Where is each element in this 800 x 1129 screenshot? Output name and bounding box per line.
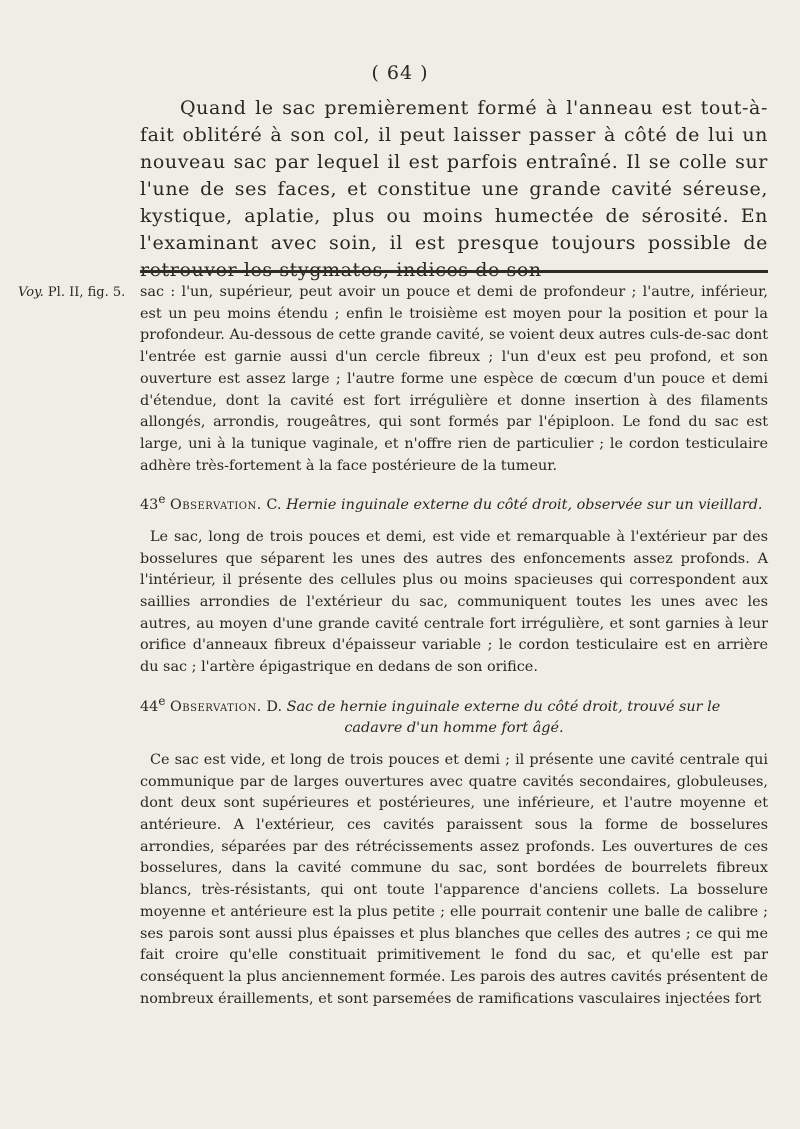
observation-43-heading <box>140 489 768 517</box>
observation-44-heading <box>140 691 768 740</box>
margin-reference <box>18 285 125 300</box>
obs43-label: Observation. <box>170 497 262 514</box>
obs43-letter: C. <box>266 497 282 514</box>
margin-reference-prefix: Voy. <box>18 285 44 300</box>
continuation-paragraph: sac : l'un, supérieur, peut avoir un pouce et demi de profondeur ; l'autre, inférieur, est un peu moins étendu ; enfin le troisième est moyen pour la position et pour la profondeur. Au-dessous de cette grande cavité, se voient deux autres culs-de-sac dont l'entrée est garnie aussi d'un cercle fibreux ; l'un d'eux est peu profond, et son ouverture est assez large ; l'autre forme une espèce de cœcum d'un pouce et demi d'étendue, dont la cavité est fort irrégulière et donne insertion à des filaments allongés, arrondis, rougeâtres, qui sont formés par l'épiploon. Le fond du sac est large, uni à la tunique vaginale, et n'offre rien de particulier ; le cordon testiculaire adhère très-fortement à la face postérieure de la tumeur. <box>140 284 768 474</box>
observation-44-text: Ce sac est vide, et long de trois pouces et demi ; il présente une cavité centrale qui communique par de larges ouvertures avec quatre cavités secondaires, globuleuses, dont deux sont supérieures et postérieures, une inférieure, et l'autre moyenne et antérieure. A l'extérieur, ces cavités paraissent sous la forme de bosselures arrondies, séparées par des rétrécissements assez profonds. Les ouvertures de ces bosselures, dans la cavité commune du sac, sont bordées de bourrelets fibreux blancs, très-résistants, qui ont toute l'apparence d'anciens collets. La bosselure moyenne et antérieure est la plus petite ; elle pourrait contenir une balle de calibre ; ses parois sont aussi plus épaisses et plus blanches que celles des autres ; ce qui me fait croire qu'elle constituait primitivement le fond du sac, et qu'elle est par conséquent la plus anciennement formée. Les parois des autres cavités présentent de nombreux éraillements, et sont parsemées de ramifications vasculaires injectées fort <box>140 751 768 1007</box>
section-rule <box>140 270 768 273</box>
lead-paragraph-block <box>140 95 768 284</box>
obs44-letter: D. <box>266 698 283 715</box>
body-text-block <box>140 282 768 1010</box>
lead-paragraph: Quand le sac premièrement formé à l'anneau est tout-à-fait oblitéré à son col, il peut laisser passer à côté de lui un nouveau sac par lequel il est parfois entraîné. Il se colle sur l'une de ses faces, et constitue une grande cavité séreuse, kystique, aplatie, plus ou moins humectée de sérosité. En l'examinant avec soin, il est presque toujours possible de <box>140 97 768 254</box>
obs43-number: 43 <box>140 497 159 514</box>
observation-43-text: Le sac, long de trois pouces et demi, est vide et remarquable à l'extérieur par des bosselures que séparent les unes des autres des enfoncements assez profonds. A l'intérieur, il présente des cellules plus ou moins spacieuses qui correspondent aux saillies arrondies de l'extérieur du sac, communiquent toutes les unes avec les autres, au moyen d'une grande cavité centrale fort irrégulière, et sont garnies à leur orifice d'anneaux fibreux d'épaisseur variable ; le cordon testiculaire est en arrière du sac ; l'artère épigastrique en dedans de son orifice. <box>140 528 768 676</box>
obs44-label: Observation. <box>170 698 262 715</box>
obs43-title: Hernie inguinale externe du côté droit, observée sur un vieillard. <box>286 497 763 514</box>
margin-reference-plate: Pl. II, fig. 5. <box>47 285 126 300</box>
obs43-sup: e <box>158 492 166 507</box>
obs44-sup: e <box>158 693 166 708</box>
obs44-title-line1: Sac de hernie inguinale externe du côté droit, trouvé sur le <box>286 698 721 715</box>
page-number: ( 64 ) <box>371 62 429 84</box>
obs44-number: 44 <box>140 698 159 715</box>
obs44-title-line2: cadavre d'un homme fort âgé. <box>344 720 564 737</box>
